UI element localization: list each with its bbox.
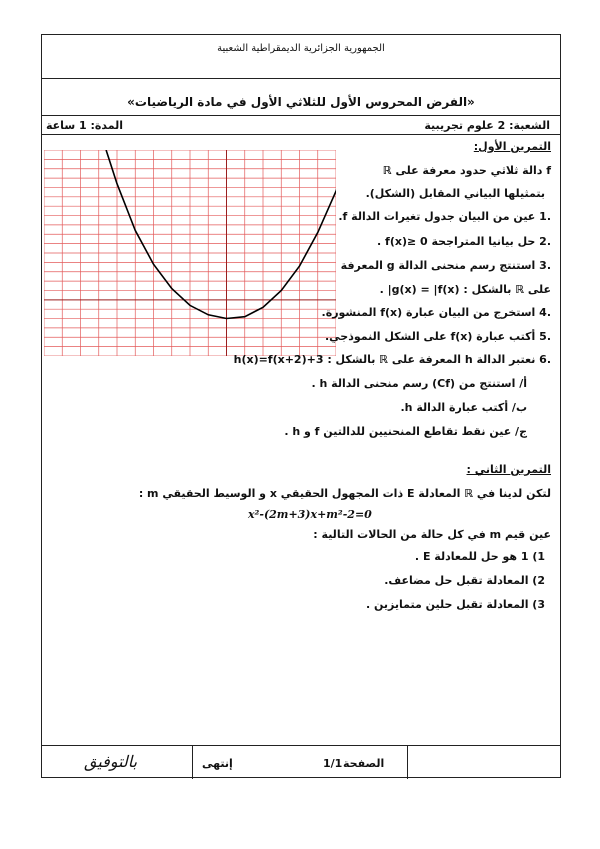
parabola-graph [44, 150, 336, 356]
page-number: 1/1 [323, 757, 343, 770]
ex1-q2: .2 حل بيانيا المتراجحة f(x)≥ 0 . [377, 235, 551, 248]
end-label: إنتهى [202, 757, 233, 770]
branch-label: الشعبة: 2 علوم تجريبية [424, 119, 550, 132]
ex2-equation: x²-(2m+3)x+m²-2=0 [248, 508, 372, 521]
ex1-q6b: ب/ أكتب عبارة الدالة h. [400, 401, 527, 414]
ex1-q6c: ج/ عين نقط تقاطع المنحنيين للدالتين f و h . [284, 425, 527, 438]
ex1-q6: .6 نعتبر الدالة h المعرفة على ℝ بالشكل : h(x)=f(x+2)+3 [233, 353, 551, 366]
ex1-q4: .4 استخرج من البيان عبارة f(x) المنشورة. [321, 306, 551, 319]
ex2-item-1: 1) 1 هو حل للمعادلة E . [414, 550, 545, 563]
ex1-q3a: .3 استنتج رسم منحنى الدالة g المعرفة [340, 259, 551, 272]
ex1-q6a: أ/ استنتج من (Cf) رسم منحنى الدالة h . [311, 377, 527, 390]
duration-label: المدة: 1 ساعة [46, 119, 123, 132]
footer-sep-1 [192, 745, 193, 779]
title-divider [42, 115, 560, 116]
footer-sep-2 [407, 745, 408, 779]
ex1-q5: .5 أكتب عبارة f(x) على الشكل النموذجي. [324, 330, 551, 343]
ex1-q3b: على ℝ بالشكل : g(x) = |f(x)| . [379, 283, 551, 296]
ex2-intro: لتكن لدينا في ℝ المعادلة E ذات المجهول الحقيقي x و الوسيط الحقيقي m : [138, 487, 551, 500]
ex1-q1: .1 عين من البيان جدول تغيرات الدالة f. [338, 210, 551, 223]
ex1-heading: التمرين الأول: [473, 140, 551, 153]
republic-name: الجمهورية الجزائرية الديمقراطية الشعبية [217, 43, 385, 54]
info-divider [42, 134, 560, 135]
ex2-ask: عين قيم m في كل حالة من الحالات التالية : [313, 528, 551, 541]
page-label: الصفحة [343, 757, 385, 770]
ex2-item-3: 3) المعادلة تقبل حلين متمايزين . [365, 598, 545, 611]
ex2-heading: التمرين الثاني : [466, 463, 551, 476]
ex1-intro-1: f دالة ثلاثي حدود معرفة على ℝ [382, 164, 551, 177]
graph-grid [44, 150, 336, 356]
exam-title: «الفرض المحروس الأول للثلاثي الأول في مادة الرياضيات» [127, 95, 475, 109]
good-luck-signature: بالتوفيق [84, 752, 138, 771]
footer-divider [42, 745, 560, 746]
ex2-item-2: 2) المعادلة تقبل حل مضاعف. [384, 574, 545, 587]
ex1-intro-2: بتمثيلها البياني المقابل (الشكل). [365, 187, 545, 200]
header-divider [42, 78, 560, 79]
